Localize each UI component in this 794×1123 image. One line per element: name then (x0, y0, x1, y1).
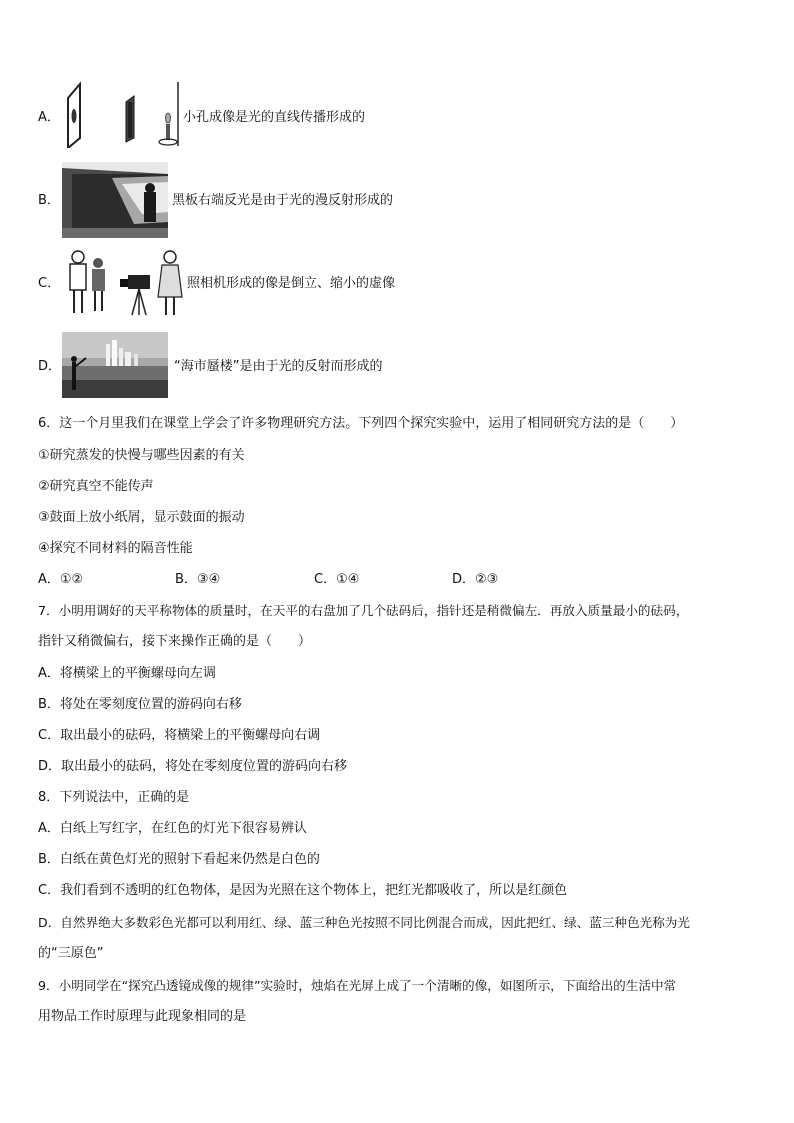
q7-option-a: A．将横梁上的平衡螺母向左调 (38, 666, 216, 681)
option-b-text: 黑板右端反光是由于光的漫反射形成的 (172, 193, 394, 208)
q6-choice-c: C．①④ (314, 572, 360, 587)
q7-option-c: C．取出最小的砝码，将横梁上的平衡螺母向右调 (38, 728, 321, 743)
q7-stem-line-1: 7．小明用调好的天平称物体的质量时，在天平的右盘加了几个砝码后，指针还是稍微偏左．再放入质量最小的砝码， (38, 603, 689, 618)
option-a-label: A． (38, 110, 60, 125)
q8-option-c: C．我们看到不透明的红色物体，是因为光照在这个物体上，把红光都吸收了，所以是红颜色 (38, 883, 568, 898)
pinhole-camera-illustration (62, 80, 180, 148)
q7-stem-line-2: 指针又稍微偏右，接下来操作正确的是（ ） (38, 634, 312, 649)
q8-option-d-line-1: D．自然界绝大多数彩色光都可以利用红、绿、蓝三种色光按照不同比例混合而成，因此把红、绿、蓝三种色光称为光 (38, 915, 690, 930)
option-d-text: “海市蜃楼”是由于光的反射而形成的 (174, 359, 383, 374)
option-a-text: 小孔成像是光的直线传播形成的 (183, 110, 366, 125)
blackboard-glare-photo (62, 162, 168, 238)
q8-stem: 8．下列说法中，正确的是 (38, 790, 190, 805)
q6-stem: 6．这一个月里我们在课堂上学会了许多物理研究方法。下列四个探究实验中，运用了相同研究方法的是（ ） (38, 416, 684, 431)
q6-choice-d: D．②③ (452, 572, 499, 587)
q9-stem-line-1: 9．小明同学在“探究凸透镜成像的规律”实验时，烛焰在光屏上成了一个清晰的像，如图所示，下面给出的生活中常 (38, 978, 677, 993)
q6-choice-b: B．③④ (175, 572, 221, 587)
q8-option-d-line-2: 的“三原色” (38, 946, 104, 961)
q6-choice-a: A．①② (38, 572, 84, 587)
q7-option-d: D．取出最小的砝码，将处在零刻度位置的游码向右移 (38, 759, 348, 774)
camera-photographing-illustration (62, 247, 184, 319)
option-d-label: D． (38, 359, 62, 374)
q6-item-1: ①研究蒸发的快慢与哪些因素的有关 (38, 448, 245, 463)
q8-option-a: A．白纸上写红字，在红色的灯光下很容易辨认 (38, 821, 307, 836)
option-c-text: 照相机形成的像是倒立、缩小的虚像 (187, 276, 396, 291)
mirage-photo (62, 332, 168, 398)
q7-option-b: B．将处在零刻度位置的游码向右移 (38, 697, 242, 712)
option-b-label: B． (38, 193, 60, 208)
q8-option-b: B．白纸在黄色灯光的照射下看起来仍然是白色的 (38, 852, 320, 867)
q6-item-4: ④探究不同材料的隔音性能 (38, 541, 193, 556)
q6-item-3: ③鼓面上放小纸屑，显示鼓面的振动 (38, 510, 245, 525)
option-c-label: C． (38, 276, 61, 291)
q6-item-2: ②研究真空不能传声 (38, 479, 154, 494)
q9-stem-line-2: 用物品工作时原理与此现象相同的是 (38, 1009, 247, 1024)
